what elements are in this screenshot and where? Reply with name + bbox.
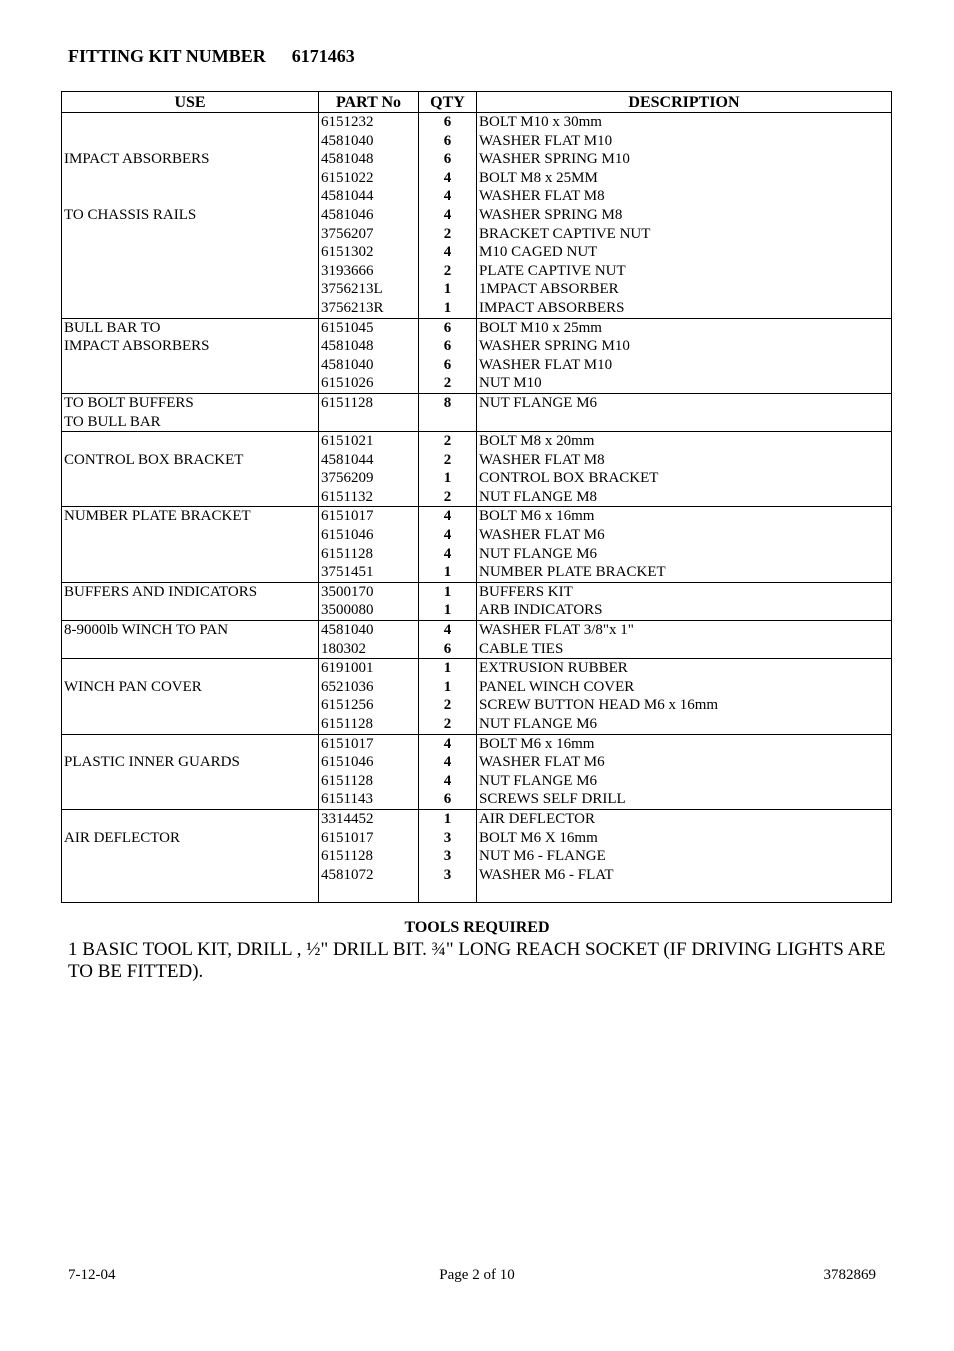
cell-qty: 4 (419, 526, 477, 545)
cell-part-no: 6151021 (319, 432, 419, 451)
table-row (62, 545, 892, 564)
cell-use (62, 734, 319, 753)
cell-description: WASHER SPRING M8 (477, 206, 892, 225)
cell-part-no: 6151045 (319, 318, 419, 337)
cell-description: WASHER FLAT M8 (477, 451, 892, 470)
cell-qty: 2 (419, 488, 477, 507)
cell-qty: 4 (419, 545, 477, 564)
column-header-use: USE (62, 92, 319, 113)
cell-qty: 4 (419, 772, 477, 791)
cell-part-no: 6151232 (319, 113, 419, 132)
table-row (62, 356, 892, 375)
cell-use (62, 696, 319, 715)
cell-description: NUT FLANGE M6 (477, 393, 892, 412)
cell-description: AIR DEFLECTOR (477, 809, 892, 828)
cell-part-no: 4581048 (319, 337, 419, 356)
cell-qty: 4 (419, 507, 477, 526)
cell-description: BOLT M6 x 16mm (477, 734, 892, 753)
cell-use (62, 113, 319, 132)
cell-use (62, 356, 319, 375)
cell-qty: 4 (419, 621, 477, 640)
footer-document-number: 3782869 (823, 1267, 876, 1283)
cell-use (62, 601, 319, 620)
fitting-kit-label: FITTING KIT NUMBER (68, 46, 266, 66)
cell-qty: 1 (419, 601, 477, 620)
cell-part-no: 3756213L (319, 280, 419, 299)
cell-description: WASHER FLAT M10 (477, 132, 892, 151)
cell-part-no: 6151128 (319, 393, 419, 412)
cell-description: SCREW BUTTON HEAD M6 x 16mm (477, 696, 892, 715)
cell-use: TO BOLT BUFFERS (62, 393, 319, 412)
cell-use: NUMBER PLATE BRACKET (62, 507, 319, 526)
cell-description (477, 884, 892, 903)
column-header-description: DESCRIPTION (477, 92, 892, 113)
cell-qty (419, 413, 477, 432)
cell-qty: 4 (419, 187, 477, 206)
table-row (62, 847, 892, 866)
table-row (62, 734, 892, 753)
cell-description: WASHER SPRING M10 (477, 337, 892, 356)
cell-part-no: 6151128 (319, 715, 419, 734)
table-row (62, 621, 892, 640)
cell-description: BRACKET CAPTIVE NUT (477, 225, 892, 244)
cell-description: NUT M10 (477, 374, 892, 393)
cell-qty: 6 (419, 318, 477, 337)
cell-qty: 2 (419, 715, 477, 734)
cell-part-no: 3193666 (319, 262, 419, 281)
cell-part-no: 180302 (319, 640, 419, 659)
cell-description: CONTROL BOX BRACKET (477, 469, 892, 488)
cell-description: WASHER FLAT M6 (477, 526, 892, 545)
cell-description: 1MPACT ABSORBER (477, 280, 892, 299)
tools-required-heading: TOOLS REQUIRED (404, 919, 550, 936)
cell-qty: 6 (419, 337, 477, 356)
cell-part-no: 6151302 (319, 243, 419, 262)
cell-description: BOLT M8 x 20mm (477, 432, 892, 451)
cell-use (62, 847, 319, 866)
cell-part-no: 4581072 (319, 866, 419, 885)
cell-use: IMPACT ABSORBERS (62, 337, 319, 356)
cell-qty: 2 (419, 451, 477, 470)
cell-qty: 1 (419, 809, 477, 828)
cell-use (62, 659, 319, 678)
cell-use (62, 715, 319, 734)
cell-description: BOLT M8 x 25MM (477, 169, 892, 188)
table-row (62, 299, 892, 318)
table-row (62, 601, 892, 620)
cell-qty: 2 (419, 262, 477, 281)
cell-description: M10 CAGED NUT (477, 243, 892, 262)
table-row (62, 526, 892, 545)
cell-qty: 1 (419, 280, 477, 299)
fitting-kit-title (68, 46, 355, 67)
cell-qty: 4 (419, 753, 477, 772)
table-row (62, 113, 892, 132)
cell-description (477, 413, 892, 432)
cell-qty: 6 (419, 356, 477, 375)
cell-use (62, 526, 319, 545)
cell-description: WASHER FLAT M8 (477, 187, 892, 206)
table-row (62, 432, 892, 451)
cell-description: BOLT M10 x 25mm (477, 318, 892, 337)
cell-description: BOLT M6 x 16mm (477, 507, 892, 526)
cell-description: WASHER SPRING M10 (477, 150, 892, 169)
cell-part-no: 3314452 (319, 809, 419, 828)
cell-description: PANEL WINCH COVER (477, 678, 892, 697)
table-row (62, 715, 892, 734)
cell-description: NUT FLANGE M8 (477, 488, 892, 507)
table-row (62, 280, 892, 299)
cell-use: PLASTIC INNER GUARDS (62, 753, 319, 772)
cell-use: CONTROL BOX BRACKET (62, 451, 319, 470)
cell-use: IMPACT ABSORBERS (62, 150, 319, 169)
cell-part-no: 3756207 (319, 225, 419, 244)
cell-part-no: 4581048 (319, 150, 419, 169)
table-row (62, 640, 892, 659)
parts-table (61, 91, 892, 903)
cell-use: TO CHASSIS RAILS (62, 206, 319, 225)
table-row (62, 563, 892, 582)
cell-use (62, 640, 319, 659)
cell-qty: 2 (419, 374, 477, 393)
cell-use (62, 563, 319, 582)
table-row (62, 696, 892, 715)
cell-part-no: 6151017 (319, 507, 419, 526)
cell-qty: 4 (419, 206, 477, 225)
cell-use (62, 169, 319, 188)
cell-qty: 6 (419, 640, 477, 659)
table-row (62, 659, 892, 678)
cell-qty: 3 (419, 829, 477, 848)
cell-use (62, 374, 319, 393)
cell-description: NUT FLANGE M6 (477, 772, 892, 791)
cell-description: WASHER FLAT M6 (477, 753, 892, 772)
cell-use (62, 469, 319, 488)
cell-use (62, 866, 319, 885)
cell-description: PLATE CAPTIVE NUT (477, 262, 892, 281)
cell-use (62, 809, 319, 828)
cell-use (62, 790, 319, 809)
table-row (62, 187, 892, 206)
cell-part-no: 6151026 (319, 374, 419, 393)
cell-qty: 1 (419, 582, 477, 601)
table-row (62, 262, 892, 281)
cell-use (62, 243, 319, 262)
cell-qty: 6 (419, 790, 477, 809)
cell-qty: 1 (419, 678, 477, 697)
cell-part-no: 3751451 (319, 563, 419, 582)
cell-use (62, 545, 319, 564)
table-row (62, 393, 892, 412)
cell-qty: 2 (419, 225, 477, 244)
cell-qty: 2 (419, 696, 477, 715)
cell-description: WASHER FLAT M10 (477, 356, 892, 375)
cell-qty (419, 884, 477, 903)
cell-part-no: 4581040 (319, 132, 419, 151)
cell-description: WASHER M6 - FLAT (477, 866, 892, 885)
cell-description: BOLT M6 X 16mm (477, 829, 892, 848)
cell-qty: 6 (419, 150, 477, 169)
table-row (62, 243, 892, 262)
table-row (62, 582, 892, 601)
table-row (62, 469, 892, 488)
cell-part-no: 3500170 (319, 582, 419, 601)
cell-qty: 6 (419, 132, 477, 151)
cell-part-no: 6151017 (319, 734, 419, 753)
table-row (62, 225, 892, 244)
cell-qty: 3 (419, 847, 477, 866)
cell-qty: 4 (419, 169, 477, 188)
cell-part-no: 3500080 (319, 601, 419, 620)
cell-qty: 1 (419, 469, 477, 488)
table-row (62, 374, 892, 393)
cell-description: IMPACT ABSORBERS (477, 299, 892, 318)
parts-table-body (62, 113, 892, 903)
cell-description: NUT M6 - FLANGE (477, 847, 892, 866)
table-row (62, 150, 892, 169)
cell-use: 8-9000lb WINCH TO PAN (62, 621, 319, 640)
cell-part-no (319, 413, 419, 432)
table-row (62, 169, 892, 188)
cell-qty: 1 (419, 563, 477, 582)
cell-description: BUFFERS KIT (477, 582, 892, 601)
table-row (62, 866, 892, 885)
cell-description: SCREWS SELF DRILL (477, 790, 892, 809)
cell-part-no: 6191001 (319, 659, 419, 678)
table-header-row (62, 92, 892, 113)
cell-part-no: 6521036 (319, 678, 419, 697)
cell-part-no: 4581046 (319, 206, 419, 225)
cell-description: EXTRUSION RUBBER (477, 659, 892, 678)
cell-use (62, 187, 319, 206)
cell-qty: 6 (419, 113, 477, 132)
cell-qty: 4 (419, 734, 477, 753)
cell-use (62, 280, 319, 299)
cell-use (62, 884, 319, 903)
cell-description: NUT FLANGE M6 (477, 715, 892, 734)
table-row (62, 829, 892, 848)
cell-qty: 4 (419, 243, 477, 262)
cell-part-no: 6151046 (319, 526, 419, 545)
footer-date: 7-12-04 (68, 1267, 116, 1283)
cell-qty: 2 (419, 432, 477, 451)
cell-part-no: 6151132 (319, 488, 419, 507)
cell-qty: 1 (419, 659, 477, 678)
cell-use (62, 225, 319, 244)
cell-part-no: 6151143 (319, 790, 419, 809)
cell-description: BOLT M10 x 30mm (477, 113, 892, 132)
table-row (62, 772, 892, 791)
cell-description: WASHER FLAT 3/8"x 1" (477, 621, 892, 640)
cell-description: NUMBER PLATE BRACKET (477, 563, 892, 582)
table-row (62, 884, 892, 903)
cell-part-no: 4581044 (319, 451, 419, 470)
cell-use: WINCH PAN COVER (62, 678, 319, 697)
table-row (62, 790, 892, 809)
cell-description: CABLE TIES (477, 640, 892, 659)
cell-part-no: 6151022 (319, 169, 419, 188)
cell-use: BUFFERS AND INDICATORS (62, 582, 319, 601)
cell-use (62, 132, 319, 151)
cell-use: BULL BAR TO (62, 318, 319, 337)
cell-part-no: 4581040 (319, 356, 419, 375)
cell-part-no: 6151128 (319, 772, 419, 791)
cell-part-no: 3756209 (319, 469, 419, 488)
table-row (62, 132, 892, 151)
cell-part-no: 3756213R (319, 299, 419, 318)
cell-part-no: 6151128 (319, 847, 419, 866)
cell-part-no: 4581040 (319, 621, 419, 640)
cell-part-no: 6151046 (319, 753, 419, 772)
table-row (62, 753, 892, 772)
cell-use: TO BULL BAR (62, 413, 319, 432)
table-row (62, 206, 892, 225)
cell-part-no: 4581044 (319, 187, 419, 206)
cell-use (62, 262, 319, 281)
footer-page-number: Page 2 of 10 (439, 1267, 515, 1283)
table-row (62, 451, 892, 470)
table-row (62, 318, 892, 337)
cell-part-no: 6151017 (319, 829, 419, 848)
cell-qty: 1 (419, 299, 477, 318)
cell-part-no: 6151256 (319, 696, 419, 715)
table-row (62, 678, 892, 697)
cell-description: ARB INDICATORS (477, 601, 892, 620)
cell-qty: 3 (419, 866, 477, 885)
tools-required-text: 1 BASIC TOOL KIT, DRILL , ½" DRILL BIT. ¾" LONG REACH SOCKET (IF DRIVING LIGHTS ARE TO BE FITTED). (68, 939, 886, 982)
fitting-kit-number: 6171463 (291, 46, 355, 66)
table-row (62, 488, 892, 507)
column-header-qty: QTY (419, 92, 477, 113)
cell-qty: 8 (419, 393, 477, 412)
cell-use (62, 432, 319, 451)
table-row (62, 413, 892, 432)
table-row (62, 337, 892, 356)
table-row (62, 809, 892, 828)
cell-description: NUT FLANGE M6 (477, 545, 892, 564)
cell-use (62, 488, 319, 507)
cell-use (62, 299, 319, 318)
cell-part-no (319, 884, 419, 903)
cell-use (62, 772, 319, 791)
table-row (62, 507, 892, 526)
column-header-part-no: PART No (319, 92, 419, 113)
cell-use: AIR DEFLECTOR (62, 829, 319, 848)
cell-part-no: 6151128 (319, 545, 419, 564)
